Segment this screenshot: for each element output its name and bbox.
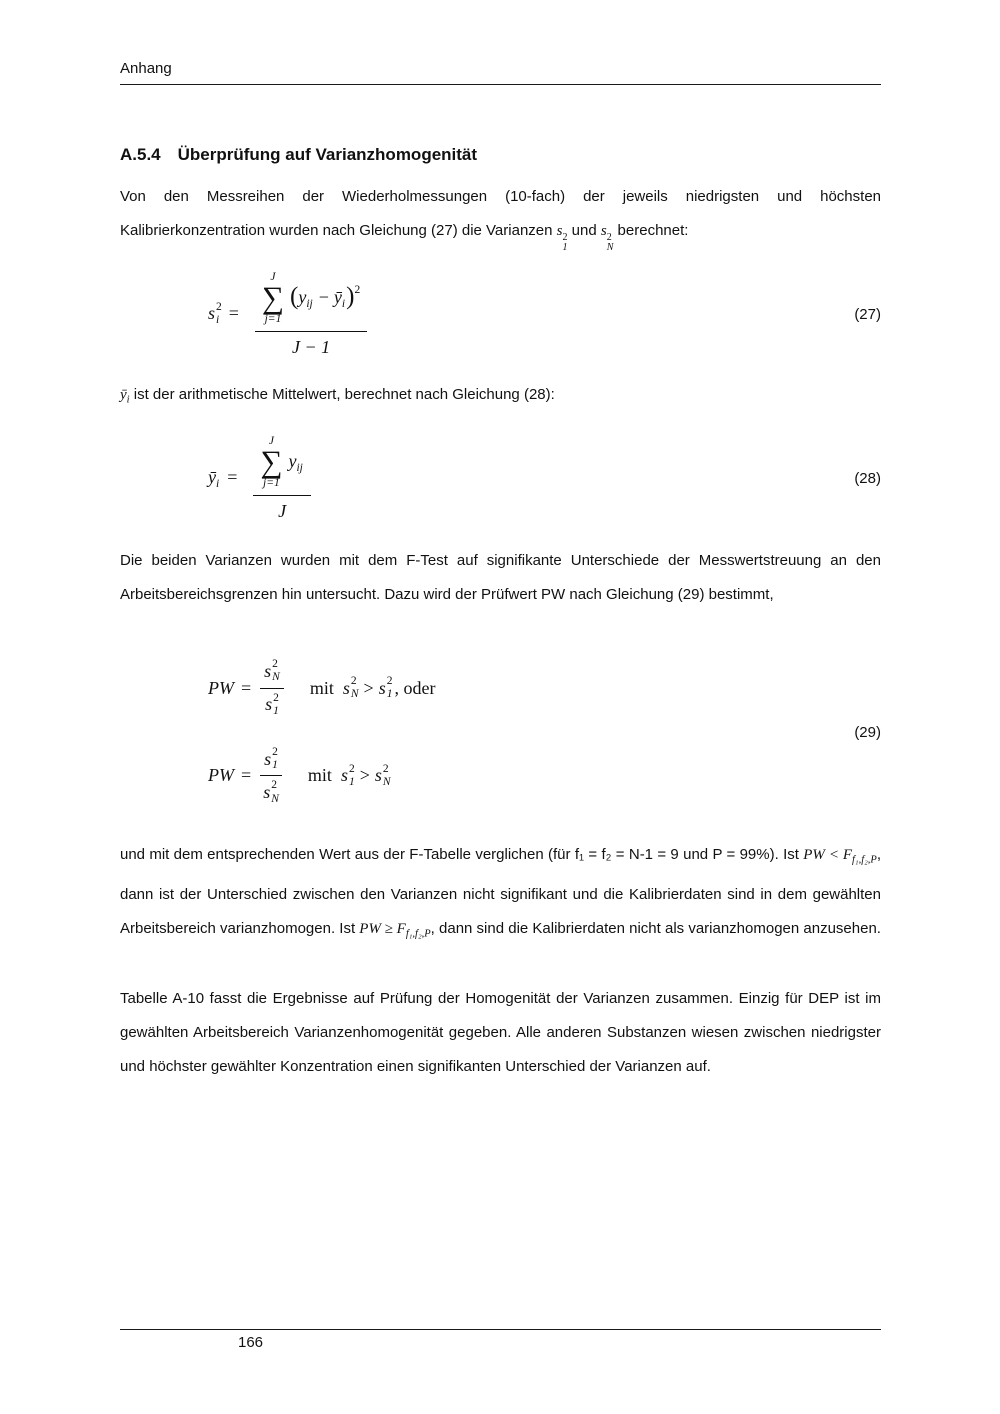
- equals-sign: =: [241, 677, 252, 698]
- scripts: [216, 301, 222, 327]
- paragraph-text: , dann sind die Kalibrierdaten nicht als varianzhomogen anzusehen.: [430, 919, 881, 937]
- numerator: [260, 658, 284, 688]
- equation-29: [120, 648, 881, 816]
- variable-PW: PW: [208, 765, 234, 786]
- variable-s1: s: [556, 223, 563, 239]
- equals-sign: =: [241, 765, 252, 786]
- open-paren: (: [290, 282, 299, 310]
- scripts: [349, 763, 355, 789]
- variable-s: s: [340, 765, 348, 786]
- sum-lower-limit: j=1: [264, 312, 282, 325]
- fraction: [255, 270, 367, 359]
- paragraph-text: Von den Messreihen der Wiederholmessungen (10-fach) der jeweils niedrigsten und höchsten Kalibrierkonzentration wurden nach Gleichung (27) die Varianzen: [120, 188, 881, 239]
- equation-29-body: [208, 658, 435, 806]
- word-mit: mit: [309, 677, 334, 698]
- superscript: 2: [273, 691, 279, 704]
- equation-27-body: [208, 270, 367, 359]
- equation-29-line2: [208, 746, 435, 806]
- minus-sign: −: [318, 287, 329, 308]
- sum-upper-limit: J: [268, 434, 274, 447]
- denominator: [265, 689, 279, 718]
- variable-y: y: [288, 451, 297, 472]
- variable-ybar: ȳ: [208, 467, 216, 488]
- variable-ybar: ȳ: [333, 287, 342, 308]
- variable-s: s: [265, 694, 273, 715]
- scripts: [271, 779, 279, 805]
- subscript: 1: [348, 775, 355, 788]
- superscript: 2: [350, 674, 357, 687]
- superscript: 2: [272, 746, 278, 758]
- superscript: 2: [386, 674, 393, 687]
- subscript: 1: [272, 759, 278, 772]
- sum-symbol: ∑: [260, 444, 283, 480]
- sum-lower-limit: j=1: [263, 476, 280, 489]
- paragraph-text: und: [567, 222, 601, 239]
- numerator: [255, 270, 367, 333]
- variable-PW: PW: [208, 677, 234, 698]
- footer-rule: [120, 1329, 881, 1330]
- superscript: 2: [606, 231, 612, 243]
- equation-29-line1: [208, 658, 435, 718]
- page-number: 166: [238, 1334, 264, 1351]
- section-title: Überprüfung auf Varianzhomogenität: [177, 145, 478, 164]
- variable-s: s: [264, 748, 272, 769]
- subscript: 1: [273, 704, 279, 717]
- paragraph-text: ist der arithmetische Mittelwert, berechnet nach Gleichung (28):: [129, 386, 555, 403]
- paragraph-text: und mit dem entsprechenden Wert aus der F-Tabelle verglichen (für f₁ = f₂ = N-1 = 9 und P = 99%). Ist: [120, 846, 804, 863]
- fraction: [253, 434, 311, 523]
- variable-y: y: [298, 287, 307, 308]
- equation-28: [120, 430, 881, 526]
- variable-sN: s: [600, 223, 607, 239]
- variable-ybar: ȳ: [120, 387, 127, 403]
- subscript: i: [216, 313, 220, 326]
- paragraph-ftable: [120, 838, 881, 951]
- paragraph-mean: [120, 378, 881, 418]
- paragraph-text: berechnet:: [613, 222, 689, 239]
- superscript: 2: [562, 231, 568, 243]
- subscript: N: [350, 688, 359, 701]
- numerator: [253, 434, 311, 497]
- variable-s: s: [263, 782, 271, 803]
- subscript: ij: [296, 461, 303, 474]
- denominator: J: [278, 501, 287, 522]
- subscript: i: [341, 297, 346, 310]
- scripts: [272, 746, 278, 772]
- equation-number: (27): [854, 305, 881, 323]
- section-heading: [120, 145, 477, 165]
- equation-number: (28): [854, 469, 881, 487]
- equation-28-body: [208, 434, 311, 523]
- running-header: Anhang: [120, 60, 172, 77]
- scripts: [272, 658, 280, 684]
- subscript: ij: [306, 297, 313, 310]
- subscript: N: [382, 775, 391, 788]
- expression-pw-lt-F: PW < F: [803, 847, 853, 863]
- summation: [262, 270, 284, 327]
- greater-than-sign: >: [363, 677, 374, 698]
- subscript: N: [606, 242, 614, 253]
- scripts: [383, 763, 391, 789]
- summation: [260, 434, 282, 491]
- paragraph-text: , dann ist der Unterschied zwischen den Varianzen nicht signifikant und die Kalibrierdaten sind in dem gewählten Arbeitsbereich varianzhomogen. Ist: [120, 846, 881, 937]
- sum-symbol: ∑: [261, 280, 285, 316]
- scripts: [273, 692, 279, 718]
- word-mit: mit: [307, 765, 332, 786]
- subscript: N: [272, 671, 280, 684]
- equals-sign: =: [228, 303, 239, 324]
- numerator: [260, 746, 282, 776]
- fraction: [260, 658, 284, 718]
- header-rule: [120, 84, 881, 85]
- paragraph-ftest: Die beiden Varianzen wurden mit dem F-Test auf signifikante Unterschiede der Messwertstreuung an den Arbeitsbereichsgrenzen hin untersucht. Dazu wird der Prüfwert PW nach Gleichung (29) bestimmt,: [120, 552, 881, 603]
- superscript: 2: [382, 762, 389, 775]
- variable-s: s: [374, 765, 382, 786]
- sum-upper-limit: J: [270, 270, 276, 283]
- superscript: 2: [216, 300, 222, 313]
- variable-s: s: [264, 660, 272, 681]
- subscript: f₁,f₂,P: [852, 854, 877, 866]
- subscript: i: [126, 394, 130, 406]
- variable-s: s: [208, 303, 216, 324]
- subscript: N: [271, 792, 279, 805]
- section-number: A.5.4: [120, 145, 161, 164]
- paragraph-intro: [120, 180, 881, 254]
- fraction: [260, 746, 282, 806]
- superscript: 2: [348, 762, 355, 775]
- denominator: J − 1: [291, 337, 331, 358]
- equals-sign: =: [227, 467, 238, 488]
- subscript: i: [216, 477, 220, 490]
- denominator: [263, 776, 279, 805]
- equation-27: [120, 262, 881, 366]
- paragraph-results: Tabelle A-10 fasst die Ergebnisse auf Prüfung der Homogenität der Varianzen zusammen. Einzig für DEP ist im gewählten Arbeitsbereich Varianzenhomogenität gegeben. Alle anderen Substanzen wiesen zwischen niedrigster und höchster gewählter Konzentration einen signifikanten Unterschied der Varianzen auf.: [120, 990, 881, 1075]
- subscript: 1: [562, 242, 568, 253]
- equation-number: (29): [854, 723, 881, 741]
- subscript: f₁,f₂,P: [405, 928, 431, 940]
- superscript: 2: [271, 779, 277, 792]
- variable-s: s: [378, 677, 386, 698]
- subscript: 1: [386, 688, 393, 701]
- greater-than-sign: >: [359, 765, 370, 786]
- superscript: 2: [272, 658, 278, 671]
- superscript: 2: [354, 283, 361, 296]
- word-oder: , oder: [394, 677, 436, 698]
- variable-s: s: [342, 677, 350, 698]
- expression-pw-ge-F: PW ≥ F: [359, 920, 406, 937]
- close-paren: ): [346, 282, 355, 310]
- scripts: [351, 675, 359, 701]
- scripts: [387, 675, 393, 701]
